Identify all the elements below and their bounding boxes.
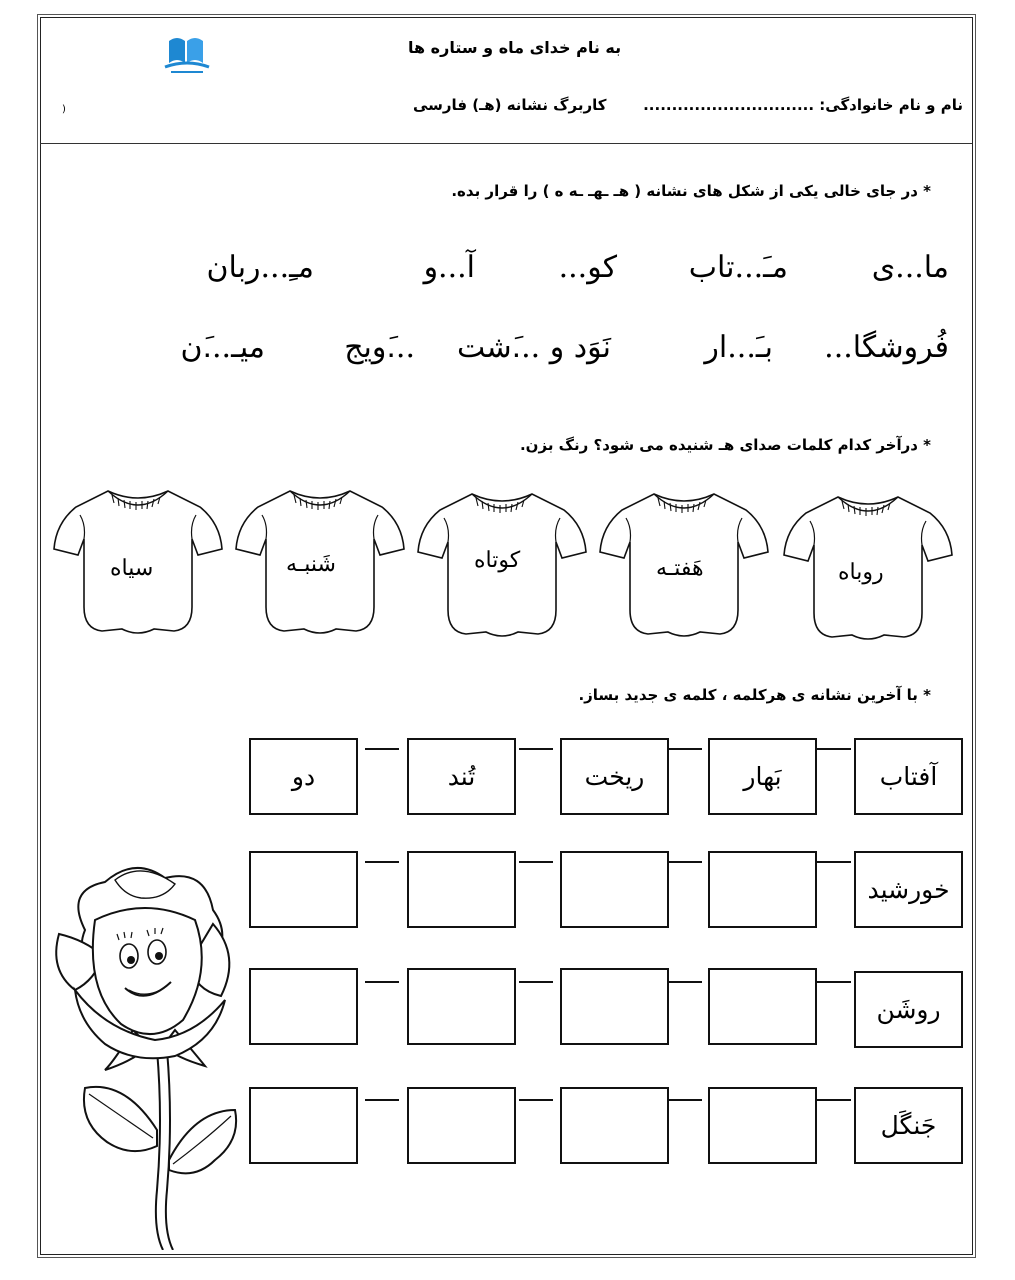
connector	[668, 748, 702, 750]
connector	[519, 861, 553, 863]
fill-word-3: کو...	[558, 250, 617, 285]
shirt-word-1: روباه	[838, 560, 884, 585]
chain-box[interactable]	[249, 1087, 358, 1164]
connector	[817, 1099, 851, 1101]
section3-instruction: * با آخرین نشانه ی هرکلمه ، کلمه ی جدید بساز.	[578, 686, 931, 704]
chain-box[interactable]	[407, 1087, 516, 1164]
fill-word-10: میـ...َن	[180, 330, 265, 365]
chain-box[interactable]	[249, 968, 358, 1045]
shirt-word-3: کوتاه	[474, 548, 521, 573]
connector	[365, 1099, 399, 1101]
start-word-box: جَنگَل	[854, 1087, 963, 1164]
fill-word-1: ما...ی	[871, 250, 949, 285]
connector	[817, 981, 851, 983]
worksheet-subject: کاربرگ نشانه (هـ) فارسی	[413, 96, 607, 114]
start-word-box: روشَن	[854, 971, 963, 1048]
page-title: به نام خدای ماه و ستاره ها	[408, 38, 622, 57]
chain-box[interactable]: بَهار	[708, 738, 817, 815]
shirt-word-4: شَنبـه	[286, 552, 336, 577]
shirt-word-2: هَفتـه	[656, 556, 704, 581]
chain-box[interactable]	[407, 968, 516, 1045]
connector	[668, 861, 702, 863]
fill-word-2: مـَ...تاب	[688, 250, 788, 285]
connector	[519, 748, 553, 750]
section1-instruction: * در جای خالی یکی از شکل های نشانه ( هـ ـهـ ـه ه ) را قرار بده.	[451, 182, 931, 200]
chain-box[interactable]	[560, 968, 669, 1045]
header-divider	[40, 143, 972, 144]
connector	[365, 748, 399, 750]
student-name-label: نام و نام خانوادگی: ..............................	[643, 96, 963, 114]
corner-mark: (	[62, 104, 66, 115]
chain-box[interactable]: ریخت	[560, 738, 669, 815]
book-logo-icon	[163, 33, 211, 77]
fill-word-4: آ...و	[423, 250, 475, 285]
chain-box[interactable]: دو	[249, 738, 358, 815]
fill-word-6: فُروشگا...	[824, 330, 949, 365]
chain-box[interactable]	[249, 851, 358, 928]
shirt-word-5: سیاه	[110, 556, 154, 581]
connector	[668, 981, 702, 983]
fill-word-7: بـَ...ار	[704, 330, 773, 365]
fill-word-8: نَوَد و ...َشت	[457, 330, 611, 365]
chain-box[interactable]	[560, 851, 669, 928]
chain-box[interactable]	[708, 968, 817, 1045]
chain-box[interactable]	[708, 1087, 817, 1164]
connector	[817, 748, 851, 750]
chain-box[interactable]	[407, 851, 516, 928]
connector	[365, 861, 399, 863]
connector	[365, 981, 399, 983]
connector	[519, 981, 553, 983]
start-word-box: آفتاب	[854, 738, 963, 815]
chain-box[interactable]	[560, 1087, 669, 1164]
fill-word-9: ...َویج	[344, 330, 415, 365]
connector	[668, 1099, 702, 1101]
chain-box[interactable]	[708, 851, 817, 928]
connector	[519, 1099, 553, 1101]
fill-word-5: مـِ...ربان	[206, 250, 314, 285]
start-word-box: خورشید	[854, 851, 963, 928]
chain-box[interactable]: تُند	[407, 738, 516, 815]
rose-flower-illustration	[45, 860, 245, 1250]
connector	[817, 861, 851, 863]
section2-instruction: * درآخر کدام کلمات صدای هـ شنیده می شود؟ رنگ بزن.	[519, 436, 931, 454]
